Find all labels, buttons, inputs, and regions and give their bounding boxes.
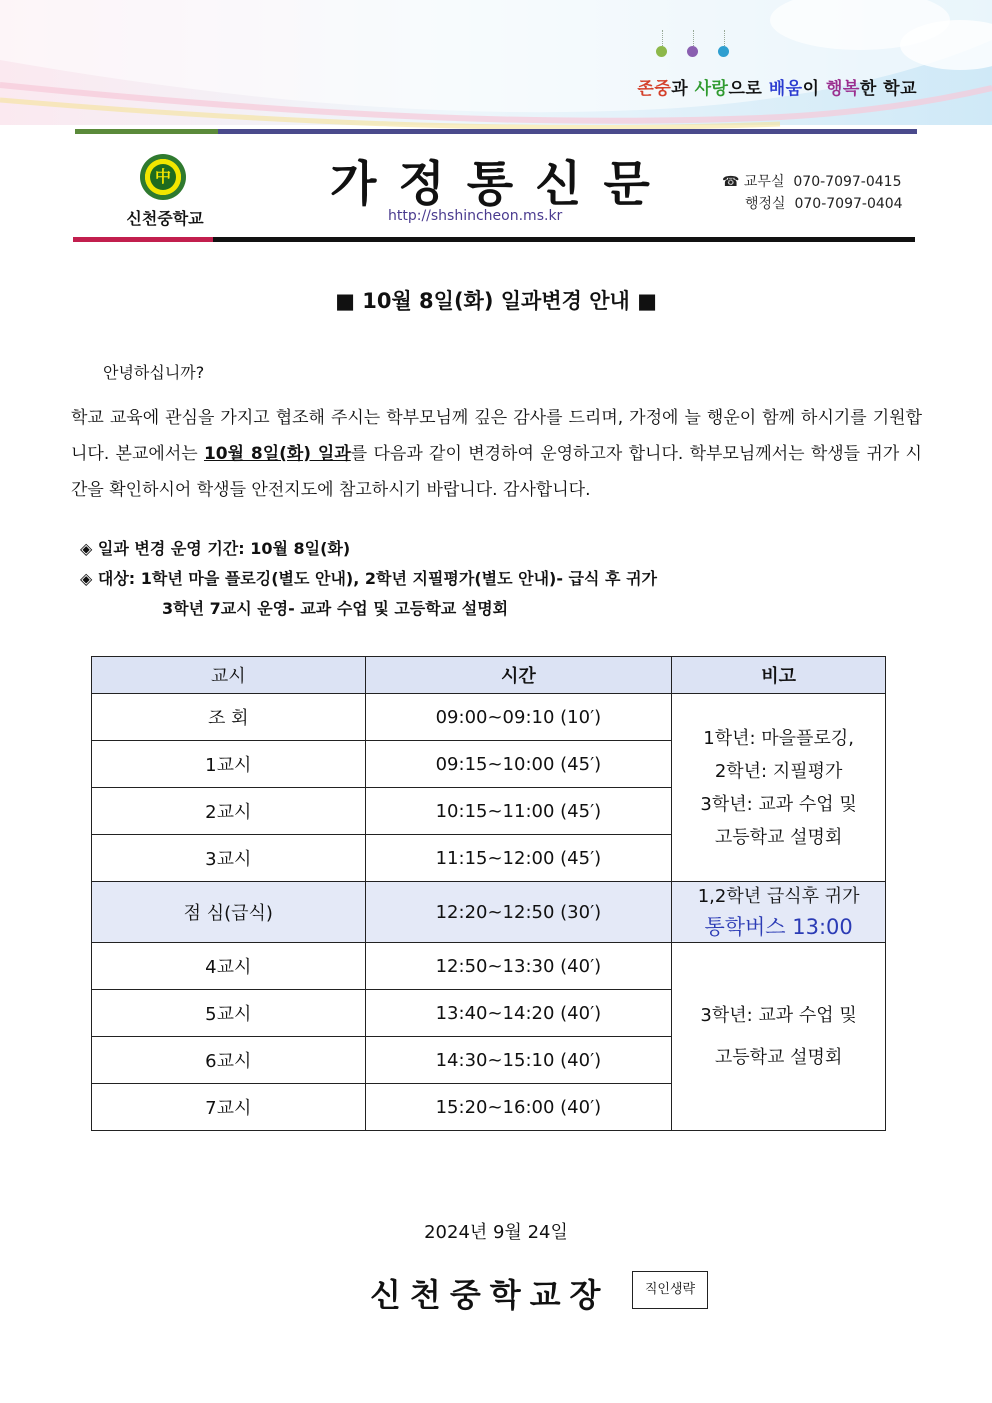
- motto-segment: 으로: [728, 79, 769, 99]
- ornament-dot-green: [656, 46, 667, 57]
- period-cell: 3교시: [92, 835, 366, 882]
- time-cell: 12:50~13:30 (40′): [365, 943, 672, 990]
- table-header-row: [92, 657, 886, 694]
- issue-date: 2024년 9월 24일: [424, 1222, 568, 1243]
- notice-body: [71, 400, 922, 508]
- schedule-table: [91, 656, 886, 1131]
- table-row: [92, 694, 886, 741]
- ornament-string: [724, 30, 726, 46]
- ornament-string: [662, 30, 664, 46]
- note-line: 고등학교 설명회: [714, 826, 843, 848]
- ornament-dot-purple: [687, 46, 698, 57]
- contact-label: 교무실: [743, 174, 785, 190]
- principal-signature: 신천중학교장: [370, 1276, 610, 1314]
- note-line: 3학년: 교과 수업 및: [700, 793, 857, 815]
- header-top-rule: [75, 129, 917, 134]
- period-cell: 2교시: [92, 788, 366, 835]
- contact-label: 행정실: [745, 196, 786, 212]
- period-cell: 7교시: [92, 1084, 366, 1131]
- bullet-target-cont: 3학년 7교시 운영- 교과 수업 및 고등학교 설명회: [162, 599, 509, 618]
- time-cell: 11:15~12:00 (45′): [365, 835, 672, 882]
- motto-segment: 존중: [637, 79, 672, 99]
- seal-box: 직인생략: [632, 1271, 708, 1309]
- column-header: 시간: [365, 657, 672, 694]
- header-bottom-rule: [73, 237, 915, 242]
- note-cell-lunch: [672, 882, 886, 943]
- phone-icon: ☎: [722, 174, 740, 190]
- table-row-lunch: [92, 882, 886, 943]
- contact-number: 070-7097-0404: [794, 196, 903, 212]
- time-cell: 14:30~15:10 (40′): [365, 1037, 672, 1084]
- newsletter-title: 가정통신문: [330, 156, 672, 212]
- school-name: 신천중학교: [126, 209, 204, 228]
- note-line: 2학년: 지필평가: [714, 760, 843, 782]
- motto-segment: 배움: [768, 79, 803, 99]
- note-line: 고등학교 설명회: [714, 1046, 843, 1068]
- school-url[interactable]: http://shshincheon.ms.kr: [388, 208, 563, 224]
- school-motto: [637, 74, 917, 99]
- period-cell: 4교시: [92, 943, 366, 990]
- contact-number: 070-7097-0415: [793, 174, 902, 190]
- bullet-target: ◈ 대상: 1학년 마을 플로깅(별도 안내), 2학년 지필평가(별도 안내)- 급식 후 귀가: [80, 569, 657, 588]
- time-cell: 13:40~14:20 (40′): [365, 990, 672, 1037]
- notice-headline: ■ 10월 8일(화) 일과변경 안내 ■: [335, 289, 657, 313]
- period-cell: 6교시: [92, 1037, 366, 1084]
- time-cell: 09:00~09:10 (10′): [365, 694, 672, 741]
- column-header: 교시: [92, 657, 366, 694]
- header-sky-decoration: [0, 0, 992, 130]
- greeting: 안녕하십니까?: [103, 363, 205, 382]
- time-cell: 12:20~12:50 (30′): [365, 882, 672, 943]
- bullet-period: ◈ 일과 변경 운영 기간: 10월 8일(화): [80, 539, 351, 558]
- body-emphasis: 10월 8일(화) 일과: [203, 444, 351, 464]
- contact-row-office: [722, 171, 903, 193]
- time-cell: 10:15~11:00 (45′): [365, 788, 672, 835]
- motto-segment: 행복: [825, 79, 860, 99]
- motto-segment: 과: [671, 79, 695, 99]
- note-cell-morning: [672, 694, 886, 882]
- period-cell: 5교시: [92, 990, 366, 1037]
- note-cell-afternoon: [672, 943, 886, 1131]
- note-line: 1학년: 마을플로깅,: [703, 727, 854, 749]
- column-header: 비고: [672, 657, 886, 694]
- time-cell: 15:20~16:00 (40′): [365, 1084, 672, 1131]
- note-line: 1,2학년 급식후 귀가: [697, 886, 860, 907]
- contact-row-admin: [722, 193, 903, 215]
- motto-segment: 이: [802, 79, 826, 99]
- motto-segment: 한 학교: [859, 79, 917, 99]
- motto-segment: 사랑: [694, 79, 729, 99]
- body-text: 를 다음과 같이 변경하여 운영하고자 합니다. 학부모님께서는 학생들 귀가 시간을 확인하시어 학생들 안전지도에 참고하시기 바랍니다. 감사합니다.: [71, 444, 922, 500]
- note-line: 3학년: 교과 수업 및: [700, 1004, 857, 1026]
- body-text: 학교 교육에 관심을 가지고 협조해 주시는 학부모님께 깊은 감사를 드리며, 가정에 늘 행운이 함께 하시기를 기원합니다. 본교에서는: [71, 408, 922, 464]
- period-cell: 1교시: [92, 741, 366, 788]
- time-cell: 09:15~10:00 (45′): [365, 741, 672, 788]
- period-cell: 점 심(급식): [92, 882, 366, 943]
- school-logo: 中: [140, 154, 186, 200]
- period-cell: 조 회: [92, 694, 366, 741]
- ornament-string: [693, 30, 695, 46]
- table-row: [92, 943, 886, 990]
- bus-time-note: 통학버스 13:00: [704, 915, 853, 939]
- contact-info: [722, 171, 903, 215]
- ornament-dot-blue: [718, 46, 729, 57]
